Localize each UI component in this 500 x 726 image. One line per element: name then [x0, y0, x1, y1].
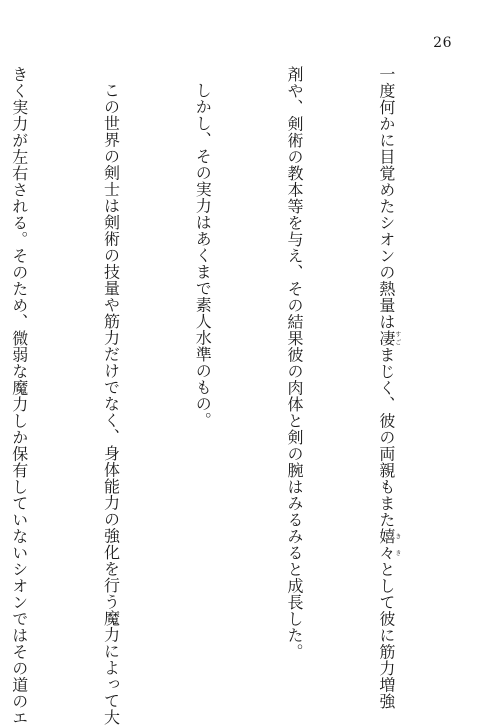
- text-line-3: しかし、その実力はあくまで素人水準のもの。: [193, 82, 213, 429]
- text-line-1: [370, 66, 401, 710]
- body-text: [0, 66, 462, 726]
- text-line-2: 剤や、剣術の教本等を与え、その結果彼の肉体と剣の腕はみるみると成長した。: [285, 66, 305, 660]
- page-number: 26: [433, 35, 452, 51]
- text-line-4: この世界の剣士は剣術の技量や筋力だけでなく、身体能力の強化を行う魔力によって大: [101, 82, 121, 726]
- text-line-5: きく実力が左右される。そのため、微弱な魔力しか保有していないシオンではその道のエ: [9, 66, 29, 726]
- text-line-1-content: 一度何かに目覚めたシオンの熱量は凄すごまじく、彼の両親もまた嬉々ききとして彼に筋力増強: [376, 66, 401, 710]
